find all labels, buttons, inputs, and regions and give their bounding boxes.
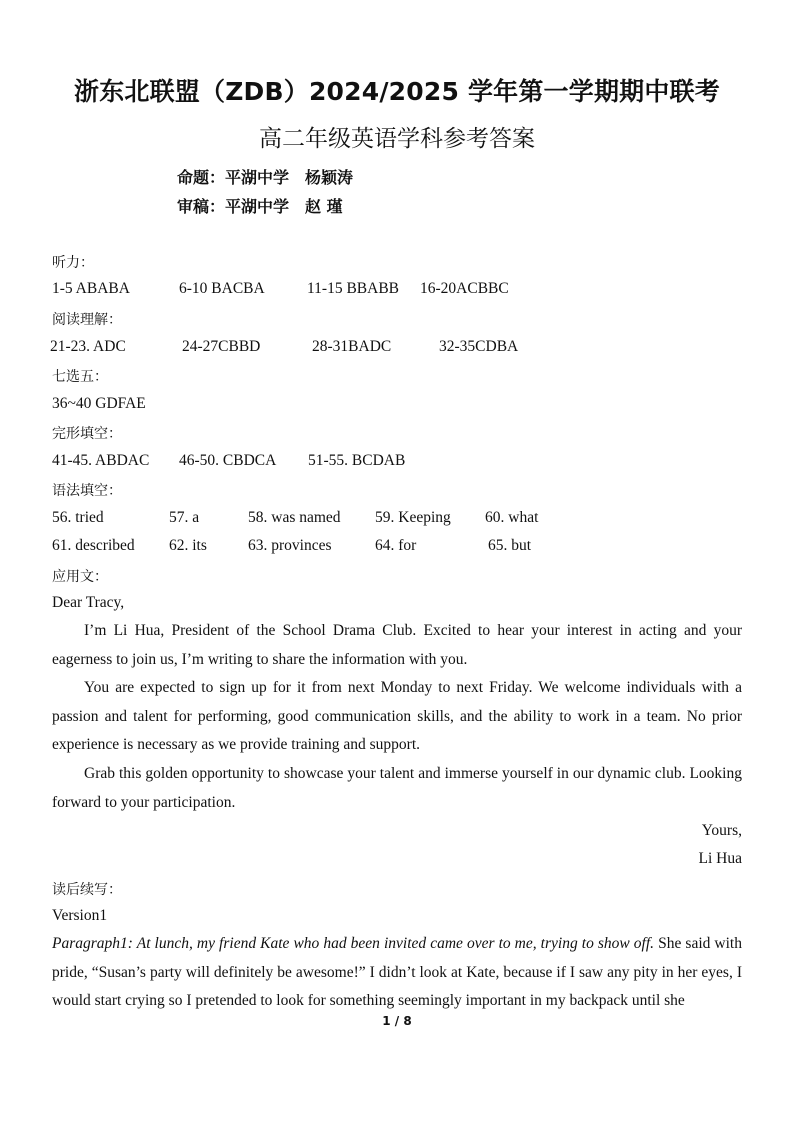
continuation-paragraph [52, 930, 742, 1016]
seven-five-answer: 36~40 GDFAE [52, 395, 146, 412]
cloze-answer: 51-55. BCDAB [308, 452, 406, 469]
letter-paragraph: I’m Li Hua, President of the School Drama Club. Excited to hear your interest in acting and your eagerness to join us, I’m writing to share the information with you. [52, 622, 742, 668]
grammar-answer: 58. was named [248, 509, 341, 526]
reading-answer: 24-27CBBD [182, 338, 261, 355]
reading-answer: 28-31BADC [312, 338, 392, 355]
grammar-answer: 61. described [52, 537, 135, 554]
practical-writing-label: 应用文： [52, 569, 108, 585]
letter-paragraph: You are expected to sign up for it from next Monday to next Friday. We welcome individuals with a passion and talent for performing, good communication skills, and the ability to work in a team. No prior experience is necessary as we provide training and support. [52, 679, 742, 754]
grammar-label: 语法填空： [52, 483, 122, 499]
version-label: Version1 [52, 907, 108, 924]
grammar-answer: 56. tried [52, 509, 104, 526]
reading-answer: 21-23. ADC [50, 338, 126, 355]
listening-answer: 6-10 BACBA [179, 280, 265, 297]
grammar-answer: 64. for [375, 537, 417, 554]
continuation-label: 读后续写： [52, 882, 122, 898]
paragraph-lead: Paragraph1: At lunch, my friend Kate who had been invited came over to me, trying to show off. [52, 935, 655, 952]
letter-paragraph: Grab this golden opportunity to showcase your talent and immerse yourself in our dynamic club. Looking forward to your participation. [52, 765, 742, 811]
letter-salutation: Dear Tracy, [52, 594, 125, 611]
letter-closing: Yours, [701, 822, 742, 839]
cloze-label: 完形填空： [52, 426, 122, 442]
grammar-answer: 62. its [169, 537, 207, 554]
page-number: 1 / 8 [382, 1014, 412, 1028]
listening-label: 听力： [52, 255, 94, 271]
seven-five-label: 七选五： [52, 369, 108, 385]
reviewer-line: 审稿：平湖中学 赵 瑾 [177, 197, 343, 216]
author-line: 命题：平湖中学 杨颖涛 [177, 168, 354, 187]
cloze-answer: 41-45. ABDAC [52, 452, 150, 469]
listening-answer: 1-5 ABABA [52, 280, 130, 297]
reading-label: 阅读理解： [52, 312, 122, 328]
listening-answer: 11-15 BBABB [307, 280, 400, 297]
grammar-answer: 57. a [169, 509, 200, 526]
grammar-answer: 59. Keeping [375, 509, 451, 526]
paragraph-body: She said with pride, “Susan’s party will definitely be awesome!” I didn’t look at Kate, because if I saw any pity in her eyes, I would start crying so I pretended to look for something seemingly important in my backpack until she [52, 935, 742, 1010]
cloze-answer: 46-50. CBDCA [179, 452, 277, 469]
letter-signature: Li Hua [698, 850, 742, 867]
grammar-answer: 63. provinces [248, 537, 332, 554]
document-title: 浙东北联盟（ZDB）2024/2025 学年第一学期期中联考 [74, 77, 720, 106]
grammar-answer: 65. but [488, 537, 532, 554]
grammar-answer: 60. what [485, 509, 539, 526]
reading-answer: 32-35CDBA [439, 338, 519, 355]
document-subtitle: 高二年级英语学科参考答案 [259, 126, 535, 152]
listening-answer: 16-20ACBBC [420, 280, 509, 297]
